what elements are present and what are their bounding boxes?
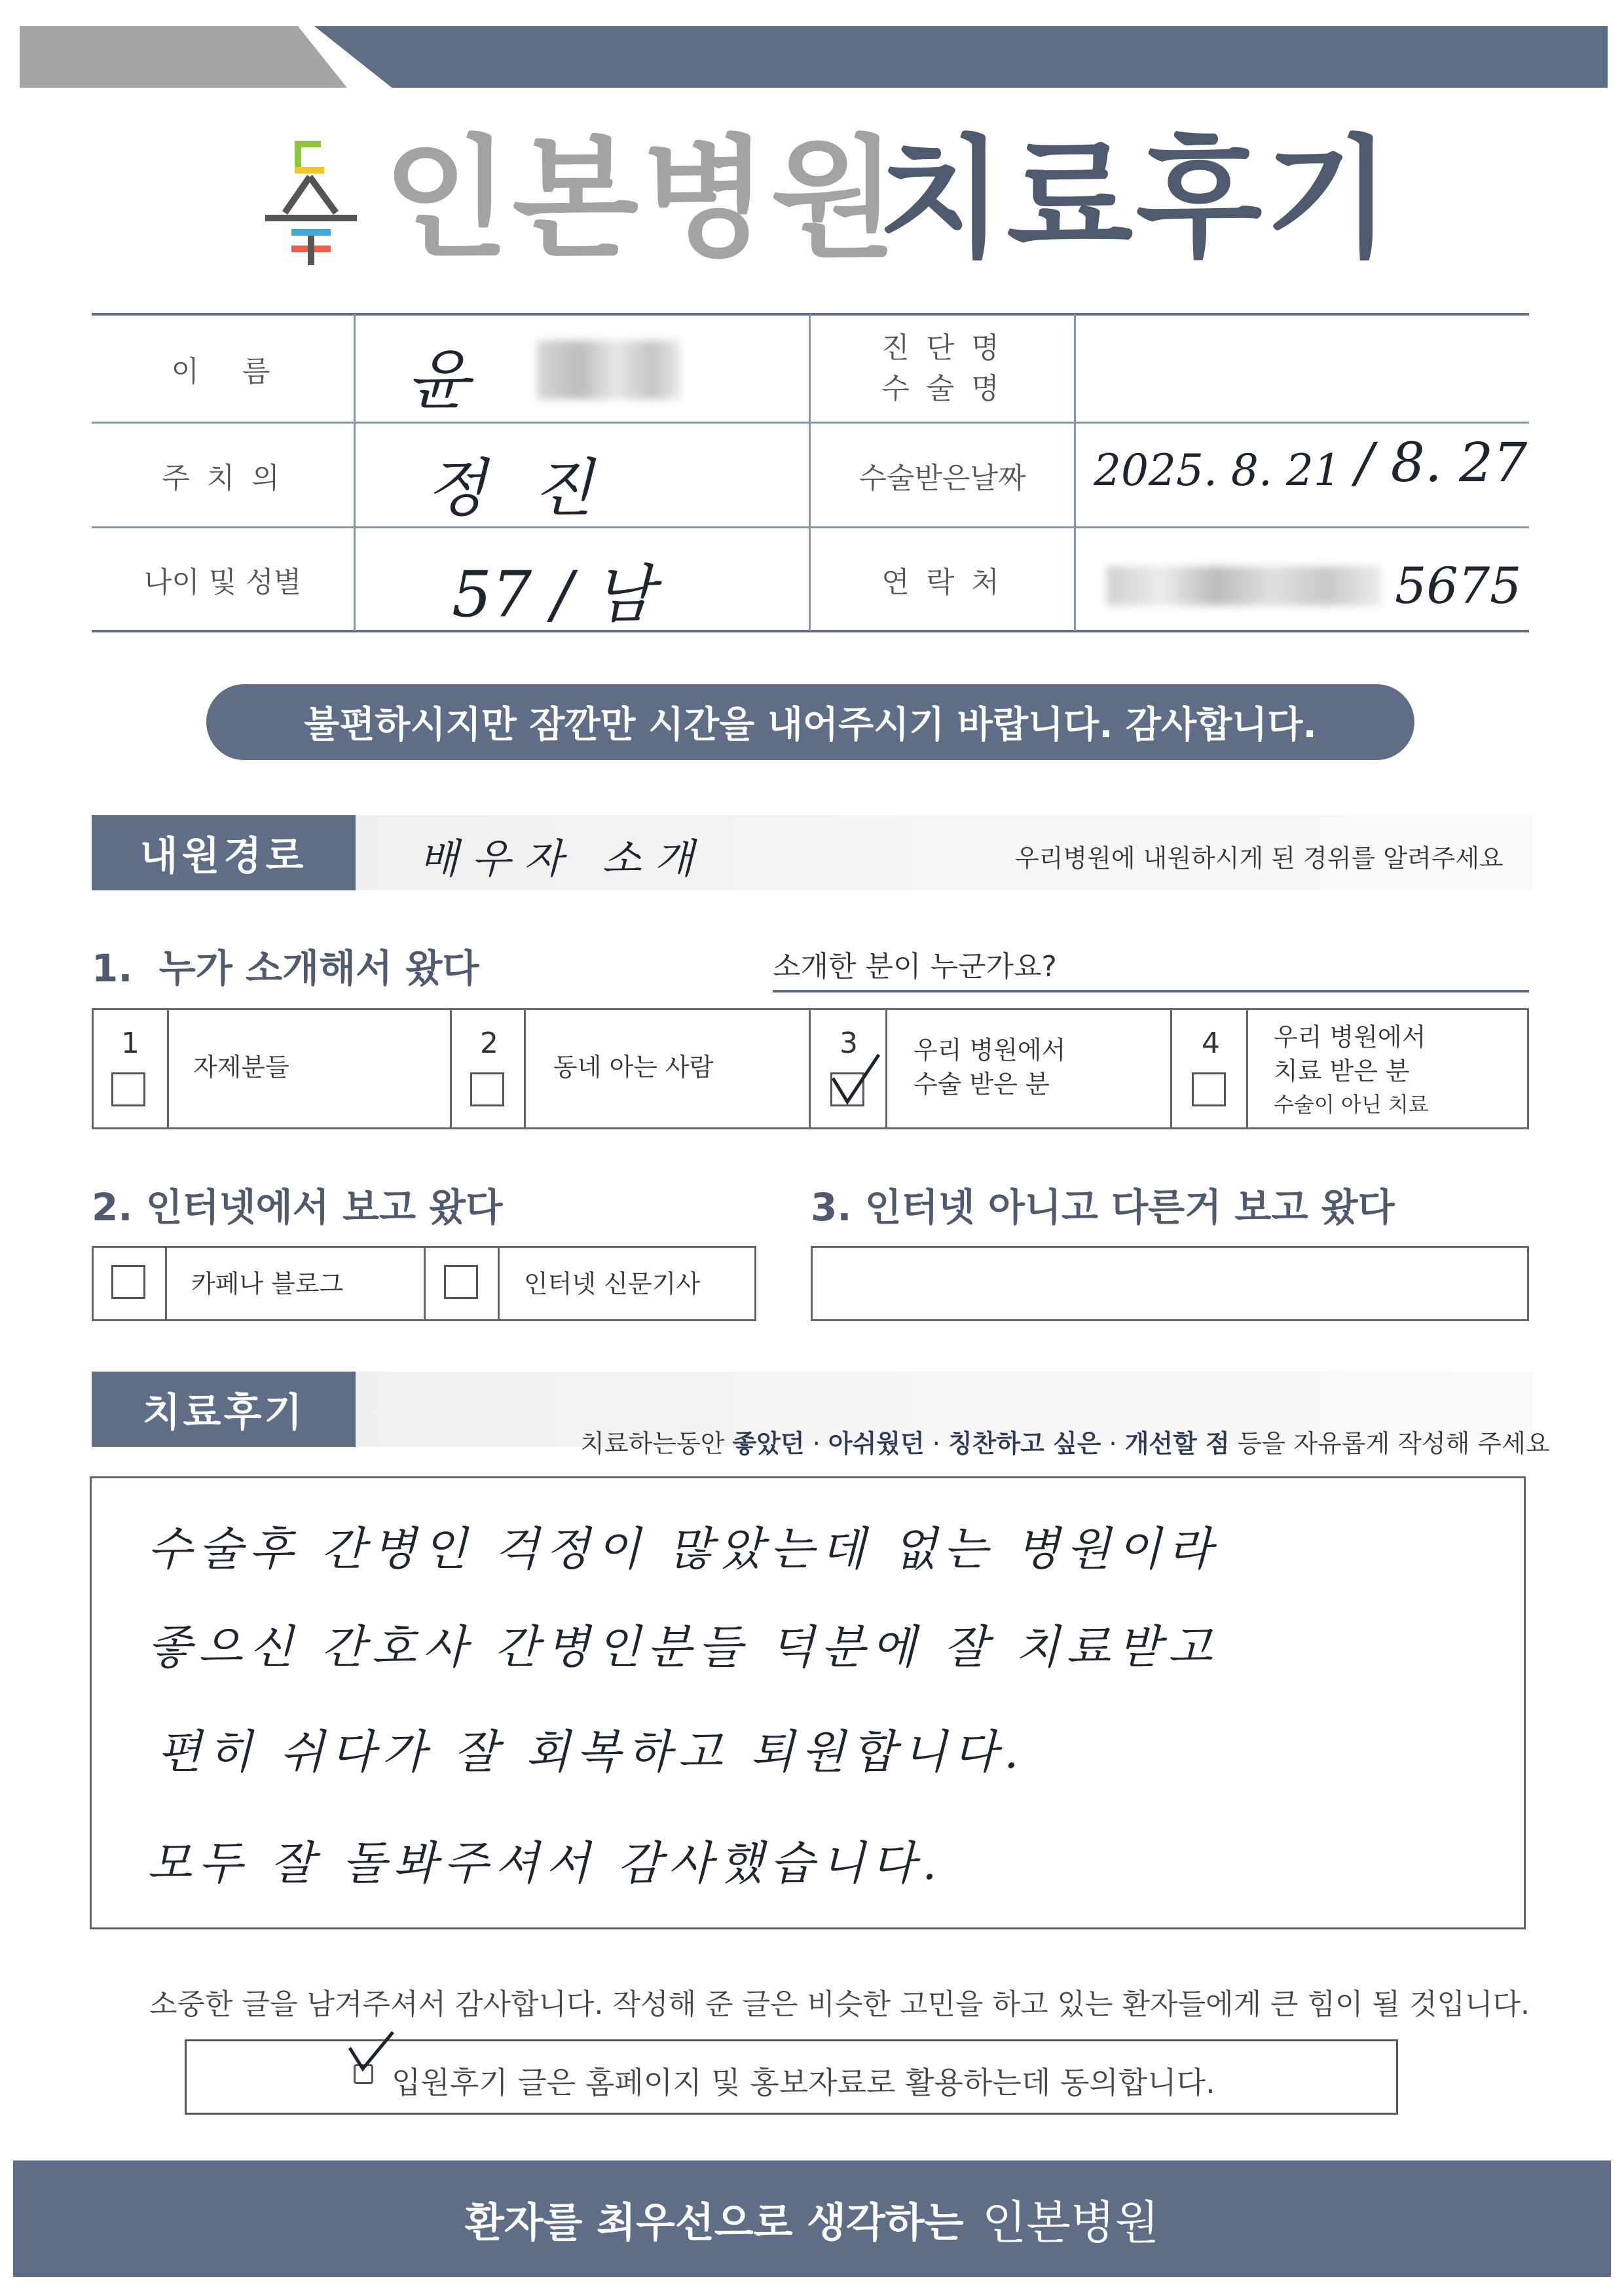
route-handwritten-answer: 배우자 소개: [419, 835, 707, 883]
review-hint-good: 좋았던: [732, 1429, 805, 1458]
request-banner: [206, 684, 1414, 760]
q2-option-2-label: 인터넷 신문기사: [524, 1269, 701, 1298]
q1-option-3-label: 우리 병원에서 수술 받은 분: [913, 1036, 1066, 1099]
q1-divider: [885, 1008, 887, 1129]
thanks-text: 소중한 글을 남겨주셔서 감사합니다. 작성해 준 글은 비슷한 고민을 하고 있는 환자들에게 큰 힘이 될 것입니다.: [149, 1988, 1530, 2021]
review-hint-sep: ·: [924, 1429, 948, 1458]
q3-title: 3. 인터넷 아니고 다른거 보고 왔다: [811, 1185, 1395, 1230]
review-section-title: 치료후기: [142, 1389, 305, 1436]
review-hint: [564, 1394, 1550, 1459]
q1-option-1-label: 자제분들: [193, 1053, 289, 1082]
q1-divider: [809, 1008, 811, 1129]
review-line-3: 편히 쉬다가 잘 회복하고 퇴원합니다.: [157, 1725, 1025, 1779]
q2-option-1-label: 카페나 블로그: [191, 1269, 344, 1298]
footer-slogan: 환자를 최우선으로 생각하는: [464, 2198, 964, 2246]
review-line-2: 좋으신 간호사 간병인분들 덕분에 잘 치료받고: [147, 1620, 1219, 1674]
diagnosis-label-text: 진 단 명: [881, 331, 1003, 365]
diagnosis-label: [811, 316, 1074, 422]
review-hint-praise: 칭찬하고 싶은: [948, 1429, 1101, 1458]
surgery-name-label-text: 수 술 명: [881, 372, 1003, 405]
table-col-divider: [354, 314, 356, 631]
q1-subtitle: 소개한 분이 누군가요?: [773, 950, 1057, 983]
q1-option-2-checkbox[interactable]: [470, 1072, 504, 1106]
q2-divider: [498, 1246, 500, 1321]
age-sex-value: 57 / 남: [452, 558, 654, 631]
q2-title: 2. 인터넷에서 보고 왔다: [92, 1185, 503, 1230]
q1-divider: [450, 1008, 452, 1129]
document-title: 치료후기: [877, 123, 1394, 276]
q1-option-4-number: 4: [1202, 1027, 1220, 1060]
q2-option-1-checkbox[interactable]: [111, 1265, 145, 1299]
review-hint-improve: 개선할 점: [1124, 1429, 1230, 1458]
q1-option-1-checkbox[interactable]: [111, 1072, 145, 1106]
doctor-value: 정 진: [426, 452, 606, 525]
surgery-date-label: 수술받은날짜: [858, 461, 1026, 495]
name-value: 윤: [406, 342, 470, 418]
contact-value: 5675: [1395, 556, 1522, 615]
q2-option-2-checkbox[interactable]: [444, 1265, 478, 1299]
review-hint-regret: 아쉬웠던: [828, 1429, 925, 1458]
hospital-name-title: 인본병원: [383, 123, 900, 276]
consent-text: 입원후기 글은 홈페이지 및 홍보자료로 활용하는데 동의합니다.: [392, 2065, 1215, 2100]
q1-divider: [167, 1008, 169, 1129]
footer-bar: [13, 2160, 1611, 2277]
name-label: 이 름: [171, 355, 274, 388]
review-line-4: 모두 잘 돌봐주셔서 감사했습니다.: [147, 1836, 944, 1890]
name-redacted: [537, 340, 681, 399]
contact-label: 연 락 처: [881, 565, 1003, 599]
route-section-title: 내원경로: [139, 833, 308, 879]
q1-divider: [1170, 1008, 1172, 1129]
route-section-header: [92, 815, 356, 890]
footer-hospital-name: 인본병원: [982, 2195, 1160, 2250]
q1-option-4-label: 우리 병원에서 치료 받은 분: [1274, 1023, 1426, 1085]
q1-option-1-number: 1: [121, 1027, 139, 1060]
q1-option-3-number: 3: [840, 1027, 858, 1060]
q2-divider: [424, 1246, 426, 1321]
contact-redacted: [1107, 566, 1382, 606]
q1-subtitle-underline: [773, 990, 1529, 993]
review-section-header: [92, 1372, 356, 1447]
consent-checkmark-icon: [346, 2028, 398, 2083]
q2-divider: [165, 1246, 167, 1321]
hospital-logo: [259, 137, 363, 268]
q1-option-3-checkmark-icon: [826, 1051, 885, 1112]
q1-divider: [524, 1008, 526, 1129]
q1-option-2-label: 동네 아는 사람: [553, 1053, 714, 1082]
review-line-1: 수술후 간병인 걱정이 많았는데 없는 병원이라: [147, 1522, 1219, 1576]
surgery-date-value: 2025. 8. 21: [1094, 445, 1341, 496]
request-banner-text: 불편하시지만 잠깐만 시간을 내어주시기 바랍니다. 감사합니다.: [304, 704, 1317, 746]
table-col-divider: [1074, 314, 1076, 631]
q1-title: 1. 누가 소개해서 왔다: [92, 946, 479, 991]
doctor-label: 주 치 의: [162, 461, 284, 495]
q1-option-4-sublabel: 수술이 아닌 치료: [1274, 1092, 1429, 1117]
review-hint-sep: ·: [804, 1429, 828, 1458]
q1-option-4-checkbox[interactable]: [1192, 1072, 1226, 1106]
age-sex-label: 나이 및 성별: [143, 565, 302, 599]
review-hint-suffix: 등을 자유롭게 작성해 주세요: [1229, 1429, 1550, 1458]
route-hint: 우리병원에 내원하시게 된 경위를 알려주세요: [1015, 844, 1504, 873]
q3-answer-box[interactable]: [811, 1246, 1529, 1321]
surgery-date-value-2: / 8. 27: [1356, 432, 1528, 494]
review-hint-prefix: 치료하는동안: [580, 1429, 733, 1458]
top-bar-gray: [20, 26, 347, 88]
q1-option-2-number: 2: [480, 1027, 498, 1060]
review-hint-sep: ·: [1101, 1429, 1125, 1458]
q1-divider: [1246, 1008, 1248, 1129]
top-bar-navy: [314, 26, 1608, 88]
